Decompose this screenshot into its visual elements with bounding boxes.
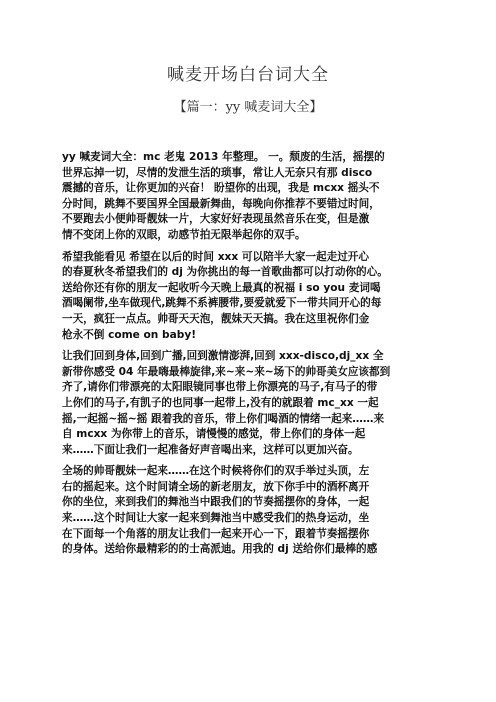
- text-line: yy 喊麦词大全：mc 老鬼 2013 年整理。 一。颓废的生活，摇摆的: [62, 151, 385, 163]
- page-title: 喊麦开场白台词大全: [167, 65, 329, 85]
- section-heading: 【篇一：yy 喊麦词大全】: [173, 100, 323, 115]
- text-line: 酒喝阑带,坐车做现代,跳舞不系裤腰带,要爱就爱下一带共同开心的每: [62, 297, 382, 310]
- paragraph-3: [62, 349, 442, 458]
- text-line: 你的坐位，来到我们的舞池当中跟我们的节奏摇摆你的身体，一起: [62, 496, 370, 509]
- paragraph-2: [62, 250, 442, 344]
- text-line: 世界忘掉一切，尽情的发泄生活的琐事，常让人无奈只有那 disco: [62, 166, 373, 179]
- text-line: 希望我能看见 希望在以后的时间 xxx 可以陪半大家一起走过开心: [62, 250, 369, 263]
- text-line: 让我们回到身体,回到广播,回到激情澎湃,回到 xxx-disco,dj_xx 全: [62, 350, 384, 363]
- paragraph-4: [62, 464, 442, 558]
- text-line: 送给你还有你的朋友一起收听今天晚上最真的祝福 i so you 麦词喝: [62, 281, 381, 294]
- text-line: 一天，疯狂一点点。帅哥天天泡，靓妹天天搞。我在这里祝你们金: [62, 312, 370, 325]
- text-line: 震撼的音乐，让你更加的兴奋！ 盼望你的出现，我是 mcxx 摇头不: [62, 182, 380, 195]
- text-line: 齐了,请你们带漂亮的太阳眼镜同事也带上你漂亮的马子,有马子的带: [62, 381, 378, 394]
- text-line: 来……下面让我们一起准备好声音喝出来，这样可以更加兴奋。: [62, 443, 359, 456]
- paragraph-1: [62, 150, 442, 244]
- text-line: 右的摇起来。这个时间请全场的新老朋友，放下你手中的酒杯离开: [62, 480, 370, 493]
- text-line: 来……这个时间让大家一起来到舞池当中感受我们的热身运动，坐: [62, 512, 370, 525]
- text-line: 摇,一起摇~摇~摇 跟着我的音乐，带上你们喝酒的情绪一起来……来: [62, 412, 385, 425]
- text-line: 不要跑去小便帅哥靓妹一片，大家好好表现虽然音乐在变，但是激: [62, 213, 370, 226]
- text-line: 分时间，跳舞不要国界全国最新舞曲，每晚向你推荐不要错过时间，: [62, 197, 380, 210]
- text-line: 的身体。送给你最精彩的的士高派迪。用我的 dj 送给你们最棒的感: [62, 543, 378, 556]
- text-line: 新带你感受 04 年最嗨最棒旋律,来~来~来~场下的帅哥美女应该都到: [62, 365, 391, 378]
- text-line: 全场的帅哥靓妹一起来……在这个时候将你们的双手举过头顶，左: [62, 465, 370, 478]
- text-line: 枪永不倒 come on baby!: [62, 328, 197, 341]
- text-line: 情不变闭上你的双眼，动感节拍无限举起你的双手。: [62, 228, 306, 241]
- text-line: 自 mcxx 为你带上的音乐，请慢慢的感觉，带上你们的身体一起: [62, 428, 366, 441]
- document-body: [62, 150, 442, 558]
- text-line: 在下面每一个角落的朋友让我们一起来开心一下，跟着节奏摇摆你: [62, 527, 370, 540]
- text-line: 的春夏秋冬希望我们的 dj 为你挑出的每一首歌曲都可以打动你的心。: [62, 266, 388, 279]
- text-line: 上你们的马子,有凯子的也同事一起带上,没有的就跟着 mc_xx 一起: [62, 396, 379, 409]
